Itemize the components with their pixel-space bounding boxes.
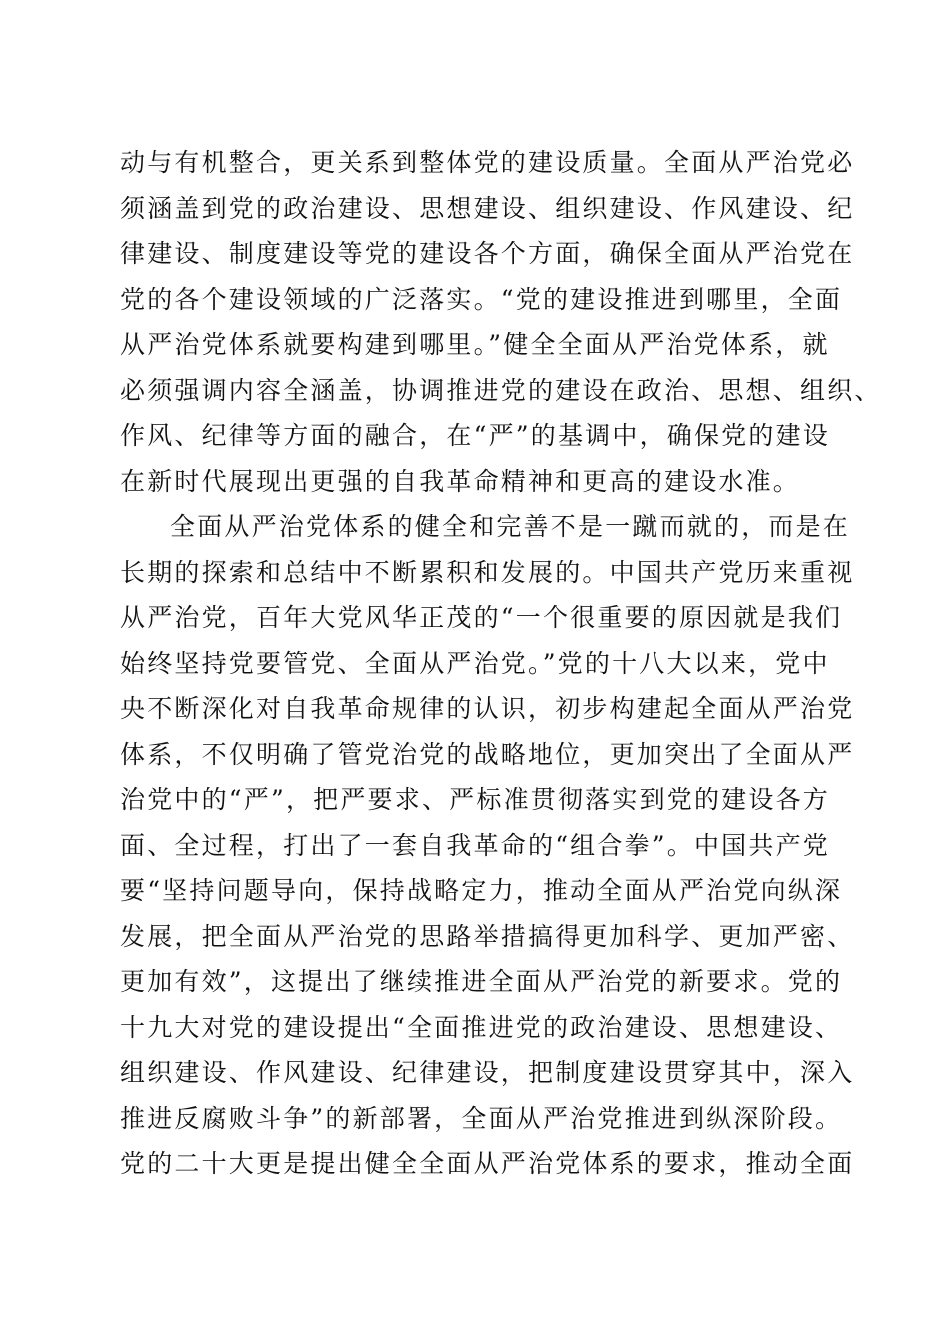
text-line: 从严治党，百年大党风华正茂的“一个很重要的原因就是我们	[120, 603, 843, 632]
text-line: 在新时代展现出更强的自我革命精神和更高的建设水准。	[120, 466, 801, 496]
text-line: 始终坚持党要管党、全面从严治党。”党的十八大以来，党中	[120, 648, 830, 678]
text-line: 动与有机整合，更关系到整体党的建设质量。全面从严治党必	[120, 148, 855, 177]
text-line: 十九大对党的建设提出“全面推进党的政治建设、思想建设、	[120, 1012, 843, 1042]
text-line: 组织建设、作风建设、纪律建设，把制度建设贯穿其中，深入	[120, 1058, 855, 1087]
text-line: 党的各个建设领域的广泛落实。“党的建设推进到哪里，全面	[120, 284, 843, 314]
text-line: 央不断深化对自我革命规律的认识，初步构建起全面从严治党	[120, 694, 855, 723]
text-line: 推进反腐败斗争”的新部署，全面从严治党推进到纵深阶段。	[120, 1103, 843, 1133]
text-line: 要“坚持问题导向，保持战略定力，推动全面从严治党向纵深	[120, 876, 843, 905]
text-line: 作风、纪律等方面的融合，在“严”的基调中，确保党的建设	[120, 421, 830, 450]
paragraph-start-line: 全面从严治党体系的健全和完善不是一蹴而就的，而是在	[170, 512, 851, 541]
text-line: 更加有效”，这提出了继续推进全面从严治党的新要求。党的	[120, 967, 843, 996]
text-line: 律建设、制度建设等党的建设各个方面，确保全面从严治党在	[120, 239, 855, 268]
body-text	[120, 140, 882, 1187]
text-line: 发展，把全面从严治党的思路举措搞得更加科学、更加严密、	[120, 921, 855, 951]
text-line: 须涵盖到党的政治建设、思想建设、组织建设、作风建设、纪	[120, 193, 855, 223]
text-line: 面、全过程，打出了一套自我革命的“组合拳”。中国共产党	[120, 830, 830, 860]
text-line: 长期的探索和总结中不断累积和发展的。中国共产党历来重视	[120, 557, 855, 587]
text-line: 必须强调内容全涵盖，协调推进党的建设在政治、思想、组织、	[120, 375, 882, 405]
text-line: 体系，不仅明确了管党治党的战略地位，更加突出了全面从严	[120, 739, 855, 769]
text-line: 党的二十大更是提出健全全面从严治党体系的要求，推动全面	[120, 1149, 855, 1178]
text-line: 从严治党体系就要构建到哪里。”健全全面从严治党体系，就	[120, 330, 830, 359]
text-line: 治党中的“严”，把严要求、严标准贯彻落实到党的建设各方	[120, 785, 830, 814]
